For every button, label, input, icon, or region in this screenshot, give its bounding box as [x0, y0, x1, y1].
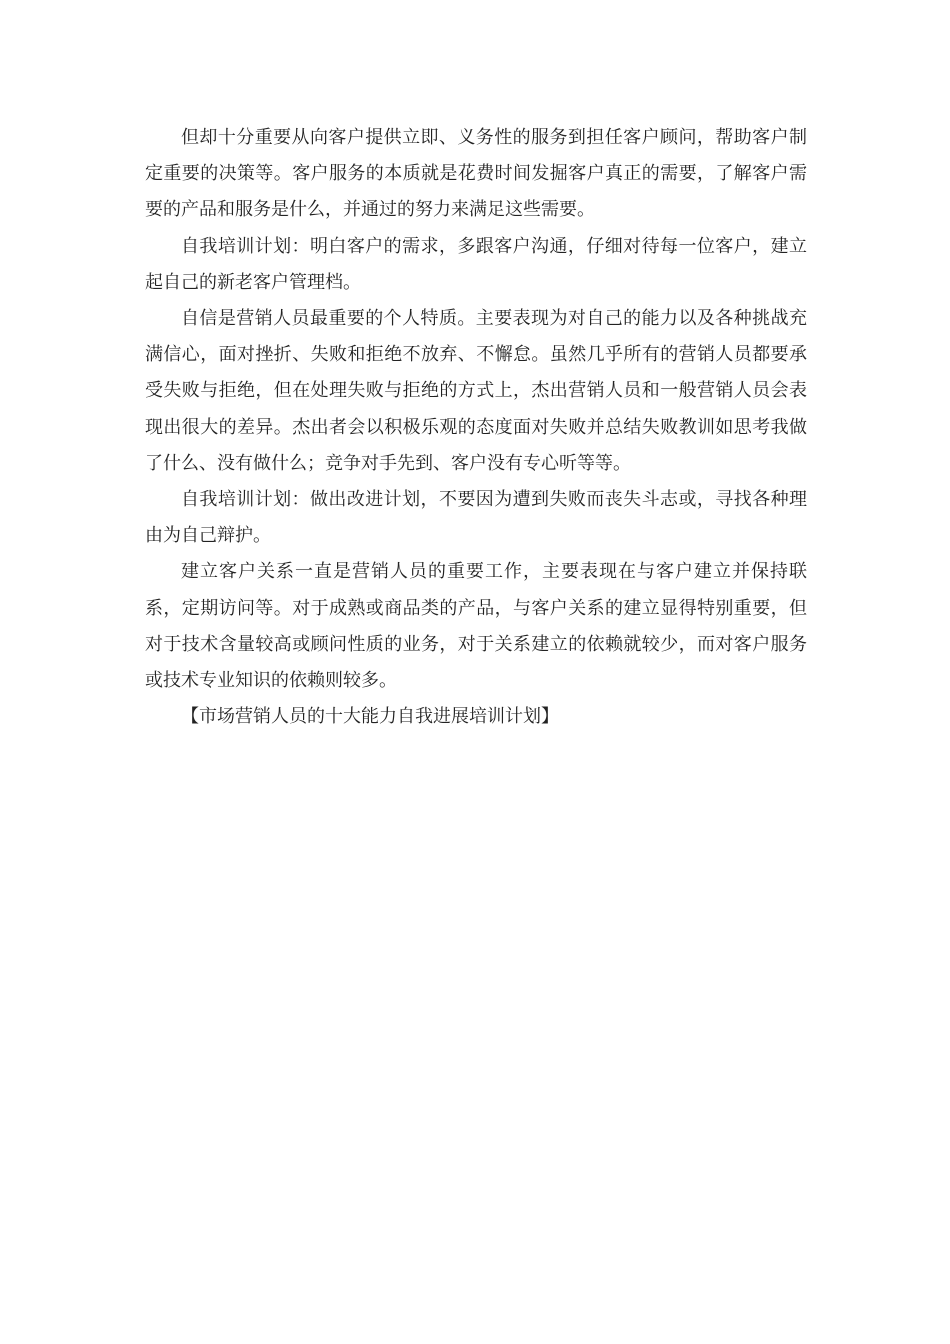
paragraph-customer-relationship: 建立客户关系一直是营销人员的重要工作，主要表现在与客户建立并保持联系，定期访问等。对于成熟或商品类的产品，与客户关系的建立显得特别重要，但对于技术含量较高或顾问性质的业务，对于关系建立的依赖就较少，而对客户服务或技术专业知识的依赖则较多。	[145, 561, 807, 692]
document-body	[145, 120, 807, 735]
paragraph-training-plan-improvement: 自我培训计划：做出改进计划，不要因为遭到失败而丧失斗志或，寻找各种理由为自己辩护。	[145, 489, 807, 547]
paragraph-customer-service: 但却十分重要从向客户提供立即、义务性的服务到担任客户顾问，帮助客户制定重要的决策等。客户服务的本质就是花费时间发掘客户真正的需要，了解客户需要的产品和服务是什么，并通过的努力来满足这些需要。	[145, 127, 807, 221]
paragraph-self-confidence: 自信是营销人员最重要的个人特质。主要表现为对自己的能力以及各种挑战充满信心，面对挫折、失败和拒绝不放弃、不懈怠。虽然几乎所有的营销人员都要承受失败与拒绝，但在处理失败与拒绝的方式上，杰出营销人员和一般营销人员会表现出很大的差异。杰出者会以积极乐观的态度面对失败并总结失败教训如思考我做了什么、没有做什么；竞争对手先到、客户没有专心听等等。	[145, 308, 807, 474]
closing-title: 【市场营销人员的十大能力自我进展培训计划】	[181, 706, 559, 728]
paragraph-training-plan-customer-needs: 自我培训计划：明白客户的需求，多跟客户沟通，仔细对待每一位客户，建立起自己的新老客户管理档。	[145, 235, 807, 293]
